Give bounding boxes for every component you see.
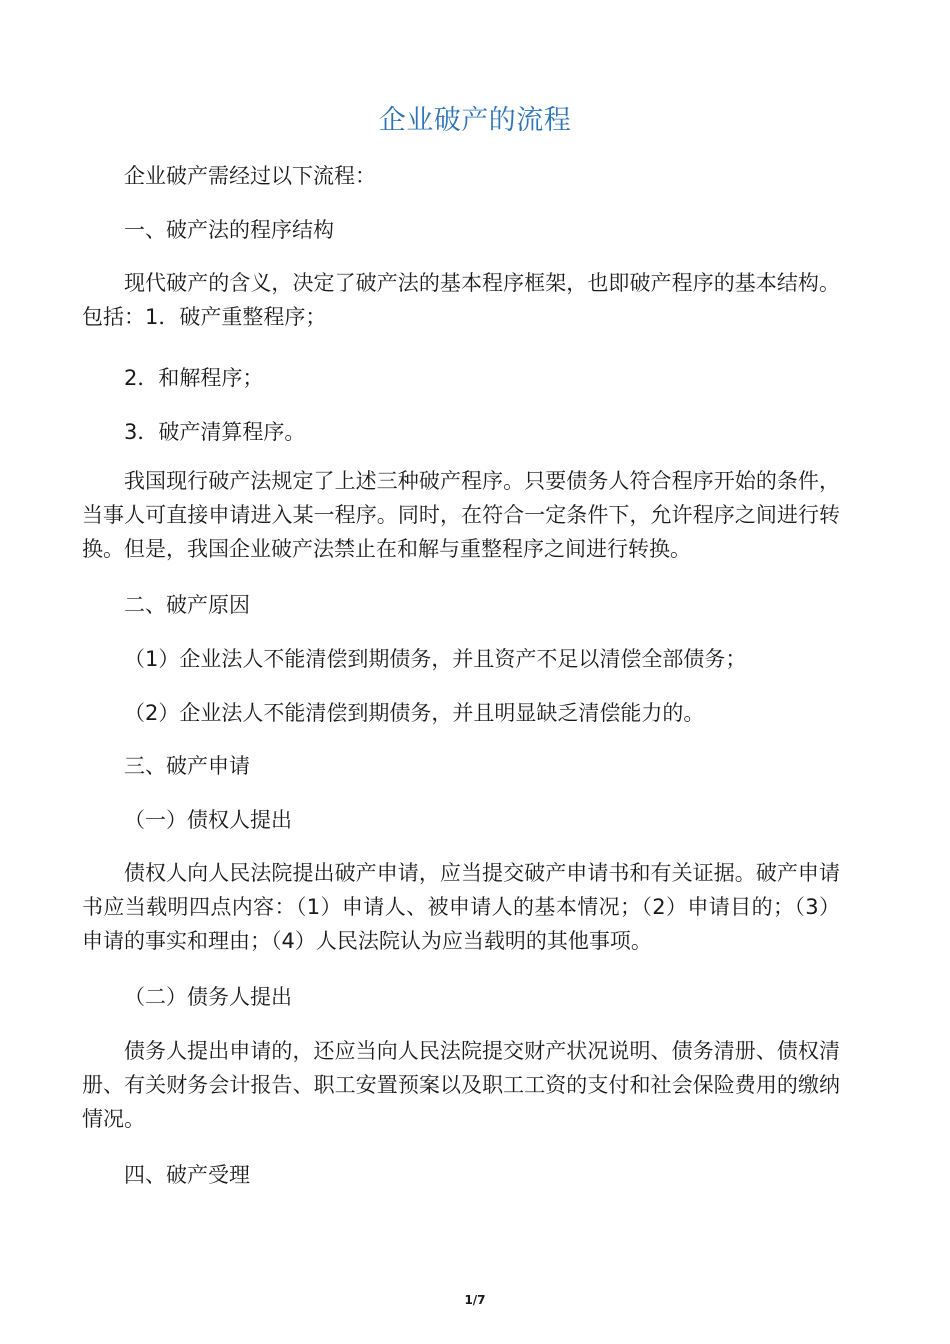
section-heading-4: 四、破产受理 xyxy=(124,1163,250,1187)
document-title: 企业破产的流程 xyxy=(378,105,572,136)
intro-text: 企业破产需经过以下流程： xyxy=(124,164,376,188)
section-heading-2: 二、破产原因 xyxy=(124,593,250,617)
paragraph-current-law: 我国现行破产法规定了上述三种破产程序。只要债务人符合程序开始的条件，当事人可直接申请进入某一程序。同时，在符合一定条件下，允许程序之间进行转换。但是，我国企业破产法禁止在和解与重整程序之间进行转换。 xyxy=(82,469,840,561)
page-number: 1/7 xyxy=(464,1293,486,1307)
list-item-cause-1: （1）企业法人不能清偿到期债务，并且资产不足以清偿全部债务； xyxy=(124,647,747,671)
list-item-settlement: 2．和解程序； xyxy=(124,366,264,390)
subheading-creditor: （一）债权人提出 xyxy=(124,808,292,832)
section-heading-3: 三、破产申请 xyxy=(124,754,250,778)
section-heading-1: 一、破产法的程序结构 xyxy=(124,218,334,242)
paragraph-program-structure: 现代破产的含义，决定了破产法的基本程序框架，也即破产程序的基本结构。包括：1．破产重整程序； xyxy=(82,271,840,329)
list-item-liquidation: 3．破产清算程序。 xyxy=(124,420,306,444)
subheading-debtor: （二）债务人提出 xyxy=(124,985,292,1009)
list-item-cause-2: （2）企业法人不能清偿到期债务，并且明显缺乏清偿能力的。 xyxy=(124,701,705,725)
paragraph-creditor-application: 债权人向人民法院提出破产申请，应当提交破产申请书和有关证据。破产申请书应当载明四点内容：（1）申请人、被申请人的基本情况；（2）申请目的；（3）申请的事实和理由；（4）人民法院认为应当载明的其他事项。 xyxy=(82,861,840,953)
paragraph-debtor-application: 债务人提出申请的，还应当向人民法院提交财产状况说明、债务清册、债权清册、有关财务会计报告、职工安置预案以及职工工资的支付和社会保险费用的缴纳情况。 xyxy=(82,1039,840,1131)
